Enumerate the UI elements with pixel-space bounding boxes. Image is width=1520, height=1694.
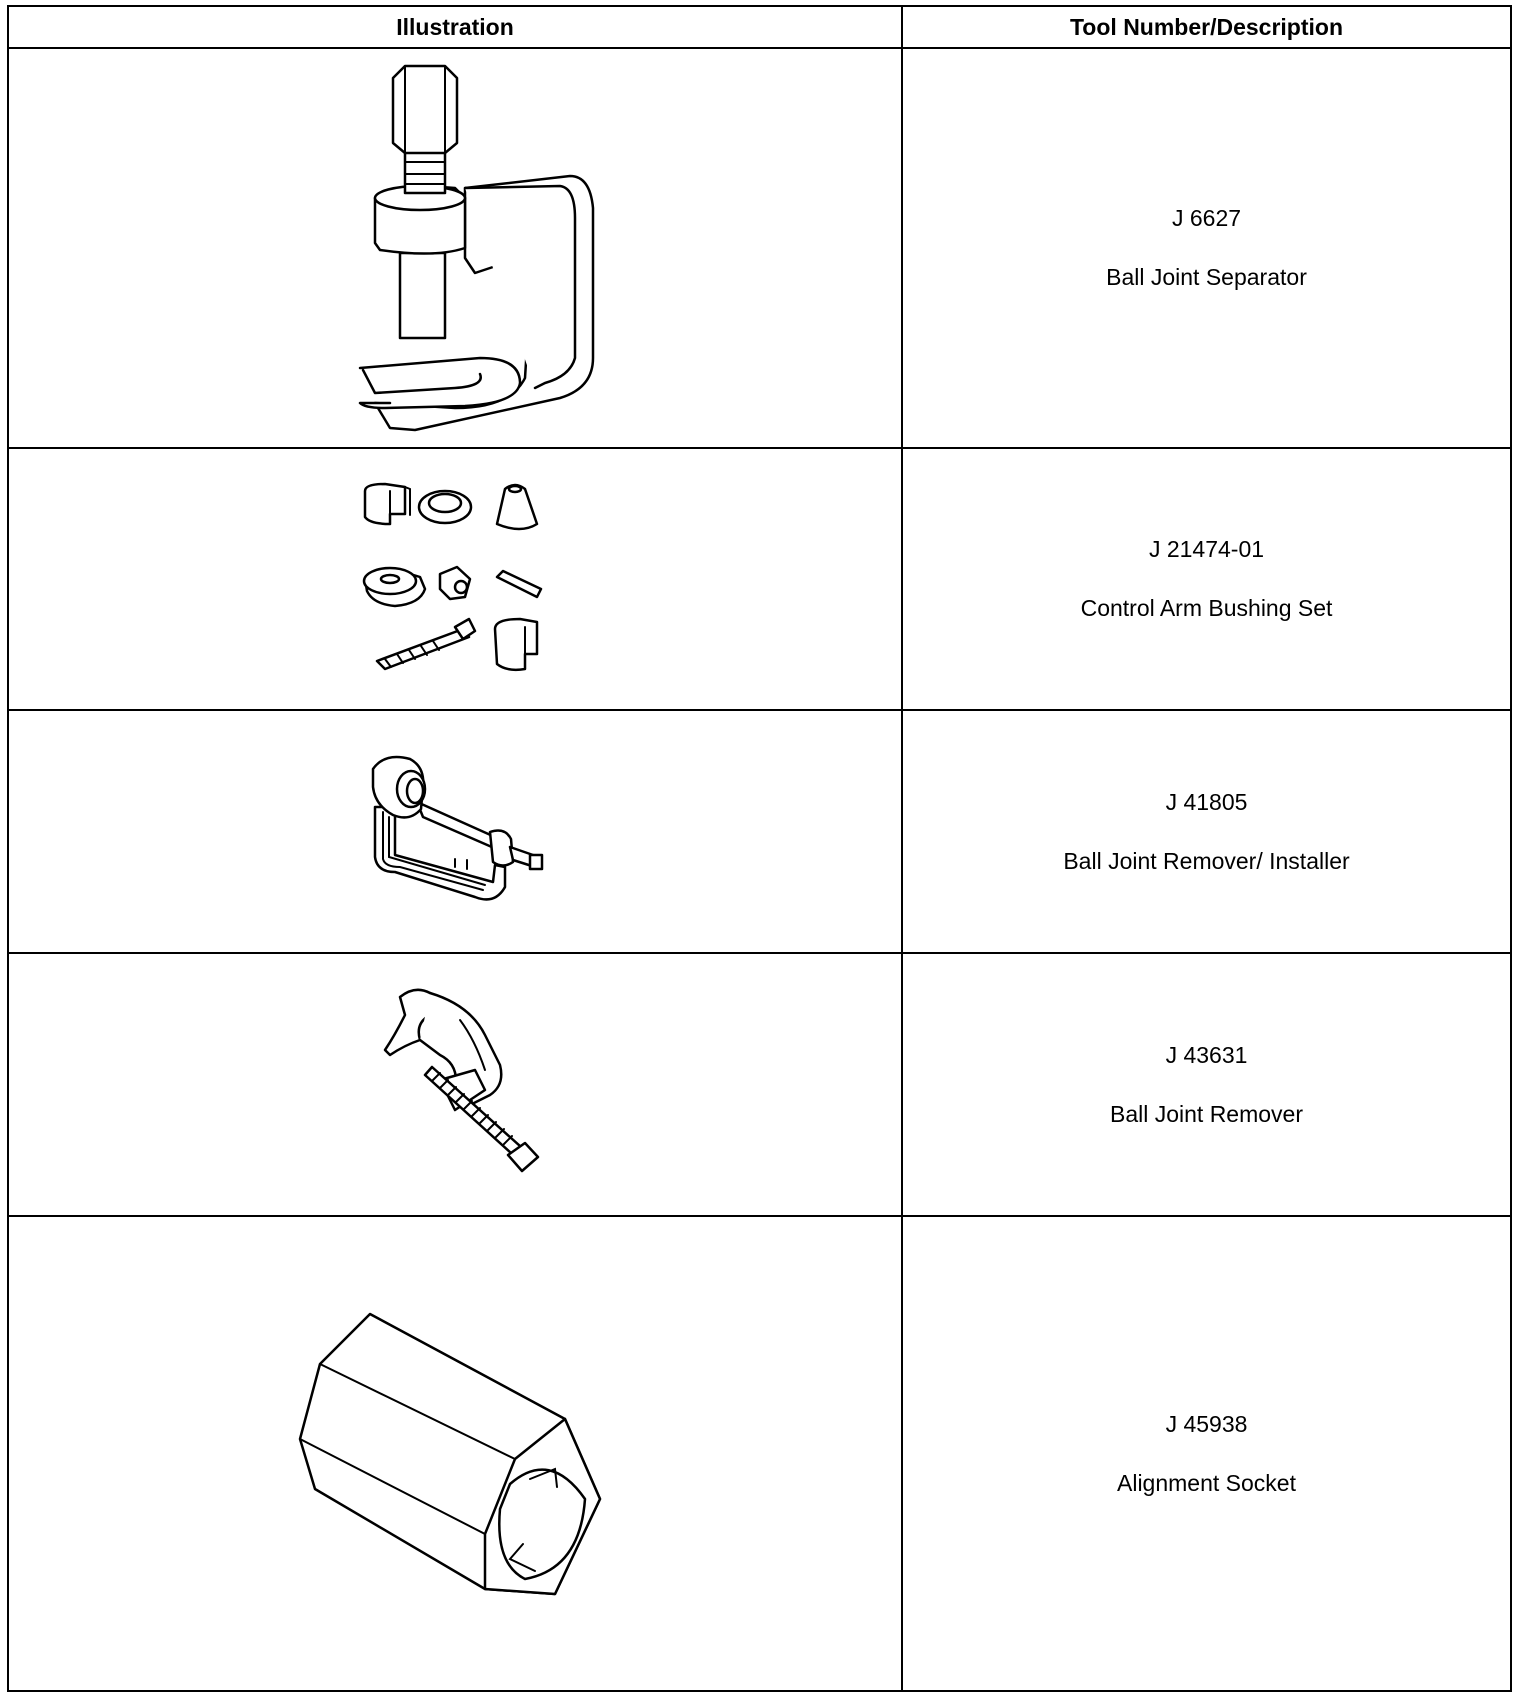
table-row: [8, 710, 1511, 953]
description-cell: [902, 48, 1511, 448]
tool-number: J 41805: [1165, 788, 1248, 815]
hex-socket-icon: [295, 1309, 615, 1599]
illustration-cell: [8, 448, 902, 710]
ball-joint-separator-icon: [305, 58, 605, 438]
table-row: [8, 448, 1511, 710]
bushing-set-icon: [345, 479, 565, 679]
illustration-cell: [8, 953, 902, 1216]
illustration-cell: [8, 48, 902, 448]
tool-description: Ball Joint Remover/ Installer: [1063, 847, 1350, 874]
description-cell: [902, 448, 1511, 710]
tool-number: J 6627: [1171, 205, 1242, 231]
header-tool: Tool Number/Description: [902, 6, 1511, 48]
tool-description: Control Arm Bushing Set: [1080, 595, 1333, 621]
tool-number: J 45938: [1165, 1410, 1248, 1437]
illustration-cell: [8, 1216, 902, 1691]
table-row: [8, 48, 1511, 448]
header-illustration: Illustration: [8, 6, 902, 48]
header-row: [8, 6, 1511, 48]
tool-description: Ball Joint Remover: [1109, 1100, 1304, 1127]
tool-description: Ball Joint Separator: [1106, 264, 1307, 290]
tools-table: [7, 5, 1512, 1692]
table-row: [8, 1216, 1511, 1691]
c-clamp-press-icon: [355, 747, 555, 917]
description-cell: [902, 1216, 1511, 1691]
description-cell: [902, 953, 1511, 1216]
illustration-cell: [8, 710, 902, 953]
tool-number: J 43631: [1165, 1041, 1248, 1068]
ball-joint-remover-icon: [360, 985, 550, 1185]
description-cell: [902, 710, 1511, 953]
tool-number: J 21474-01: [1148, 536, 1265, 562]
tool-description: Alignment Socket: [1117, 1469, 1296, 1496]
table-row: [8, 953, 1511, 1216]
